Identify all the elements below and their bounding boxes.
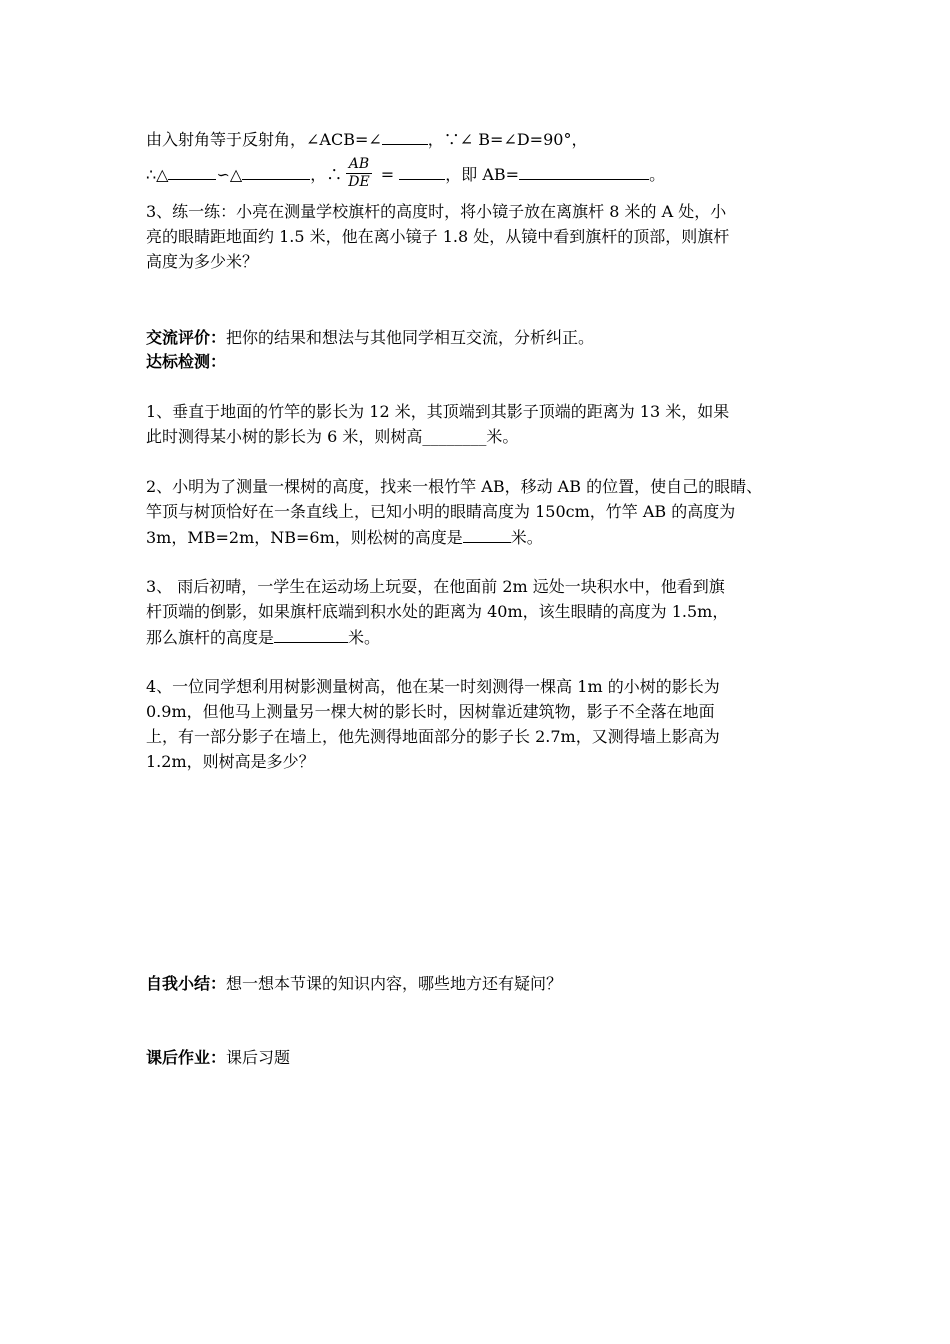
practice-line-1: 3、练一练：小亮在测量学校旗杆的高度时，将小镜子放在离旗杆 8 米的 A 处，小 (146, 202, 727, 221)
period: 。 (649, 165, 666, 184)
intro-text-angle: 由入射角等于反射角，∠ACB=∠ (146, 130, 382, 149)
q1-text: 此时测得某小树的影长为 6 米，则树高 (146, 427, 423, 446)
intro-line-2 (146, 153, 665, 197)
fraction-ab-de (346, 156, 371, 191)
exchange-section (146, 326, 594, 350)
blank-triangle-1 (168, 162, 216, 180)
summary-section (146, 972, 562, 996)
q1-line-1: 1、垂直于地面的竹竿的影长为 12 米，其顶端到其影子顶端的距离为 13 米，如果 (146, 402, 730, 421)
q4-line-3: 上，有一部分影子在墙上，他先测得地面部分的影子长 2.7m，又测得墙上影高为 (146, 727, 720, 746)
blank-triangle-2 (242, 162, 310, 180)
blank-angle (382, 127, 428, 145)
practice-line-2: 亮的眼睛距地面约 1.5 米，他在离小镜子 1.8 处，从镜中看到旗杆的顶部，则旗杆 (146, 227, 730, 246)
homework-label: 课后作业： (146, 1048, 227, 1067)
equals-sign: = (380, 165, 395, 184)
q1-blank: ________ (422, 427, 487, 446)
q2-line-1: 2、小明为了测量一棵树的高度，找来一根竹竿 AB，移动 AB 的位置，使自己的眼睛、 (146, 477, 763, 496)
q4-line-2: 0.9m，但他马上测量另一棵大树的影长时，因树靠近建筑物，影子不全落在地面 (146, 702, 715, 721)
q2-line-2: 竿顶与树顶恰好在一条直线上，已知小明的眼睛高度为 150cm，竹竿 AB 的高度为 (146, 502, 736, 521)
practice-line-3: 高度为多少米？ (146, 252, 259, 271)
fraction-denominator: DE (348, 174, 370, 190)
ab-equals-text: ，即 AB= (445, 165, 520, 184)
q2-text: 3m，MB=2m，NB=6m，则松树的高度是 (146, 528, 463, 547)
homework-text: 课后习题 (226, 1048, 291, 1067)
fraction-numerator: AB (346, 156, 371, 174)
q4-line-1: 4、一位同学想利用树影测量树高，他在某一时刻测得一棵高 1m 的小树的影长为 (146, 677, 720, 696)
homework-section (146, 1046, 290, 1070)
q3-line-3 (146, 625, 380, 650)
q2-unit: 米。 (510, 528, 543, 547)
summary-text: 想一想本节课的知识内容，哪些地方还有疑问？ (226, 974, 563, 993)
therefore-triangle: ∴△ (146, 165, 169, 184)
q3-unit: 米。 (348, 628, 381, 647)
blank-ab (519, 162, 649, 180)
blank-ratio (399, 162, 445, 180)
exchange-label: 交流评价： (146, 328, 227, 347)
exchange-text: 把你的结果和想法与其他同学相互交流，分析纠正。 (226, 328, 595, 347)
q1-unit: 米。 (486, 427, 519, 446)
similar-triangle: ∽△ (216, 165, 243, 184)
check-heading: 达标检测： (146, 352, 227, 371)
intro-line-1 (146, 127, 587, 152)
q4-line-4: 1.2m，则树高是多少？ (146, 752, 315, 771)
q2-blank (463, 525, 511, 543)
q3-line-2: 杆顶端的倒影，如果旗杆底端到积水处的距离为 40m，该生眼睛的高度为 1.5m， (146, 602, 729, 621)
summary-label: 自我小结： (146, 974, 227, 993)
q1-line-2 (146, 425, 518, 449)
q2-line-3 (146, 525, 543, 550)
q3-line-1: 3、 雨后初晴，一学生在运动场上玩耍，在他面前 2m 远处一块积水中，他看到旗 (146, 577, 725, 596)
q3-blank (274, 625, 348, 643)
intro-text-right-angle: ，∵∠ B=∠D=90°， (427, 130, 588, 149)
therefore-sign: ，∴ (310, 165, 343, 184)
q3-text: 那么旗杆的高度是 (146, 628, 275, 647)
